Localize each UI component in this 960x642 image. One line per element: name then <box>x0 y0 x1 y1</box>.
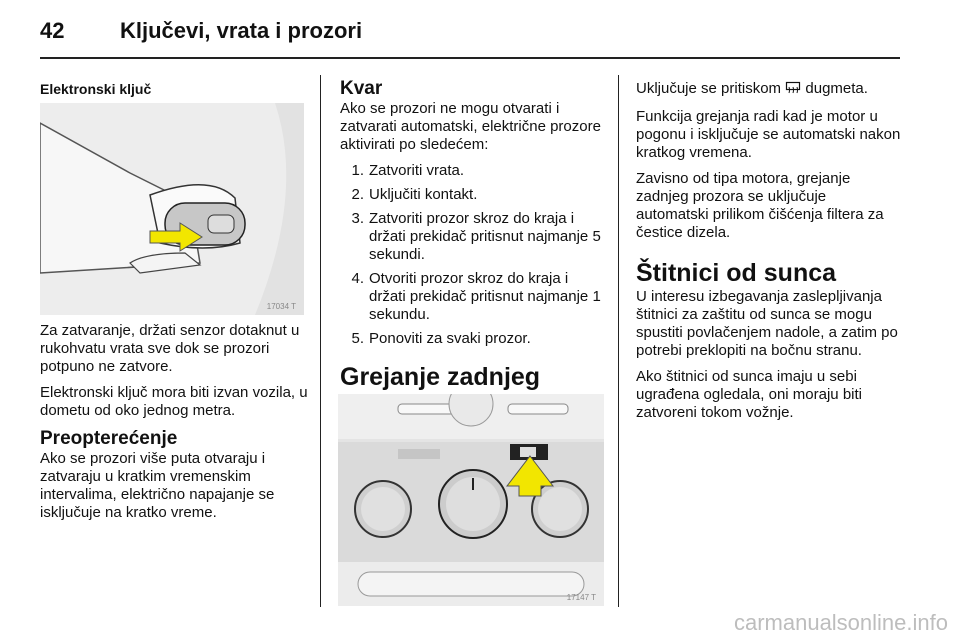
list-item: 4. Otvoriti prozor skroz do kraja i držati prekidač pritisnut najmanje 1 sekundu. <box>351 270 601 323</box>
steps-list <box>340 162 605 348</box>
paragraph: Ako se prozori više puta otvaraju i zatvaraju u kratkim vremenskim intervalima, električno napajanje se isključuje na kratko vreme. <box>40 450 275 521</box>
subheading-overload: Preopterećenje <box>40 428 178 449</box>
column-divider-1 <box>320 75 321 607</box>
paragraph: Za zatvaranje, držati senzor dotaknut u rukohvatu vrata sve dok se prozori potpuno ne zatvore. <box>40 322 300 375</box>
section-heading-rear-window-heating: Grejanje zadnjeg <box>340 363 541 391</box>
column-divider-2 <box>618 75 619 607</box>
figure-code: 17034 T <box>266 302 296 311</box>
list-item: 2. Uključiti kontakt. <box>351 186 478 203</box>
rear-window-heating-icon <box>785 81 801 100</box>
figure-door-handle <box>40 103 304 315</box>
paragraph: U interesu izbegavanja zaslepljivanja štitnici za zaštitu od sunca se mogu spustiti povlačenjem nadole, a zatim po potrebi preklopiti na bočnu stranu. <box>636 288 898 359</box>
paragraph: Elektronski ključ mora biti izvan vozila, u dometu od oko jednog metra. <box>40 384 308 419</box>
section-heading-electronic-key: Elektronski ključ <box>40 81 152 97</box>
column-3 <box>636 80 902 430</box>
page-title: Ključevi, vrata i prozori <box>120 18 363 43</box>
paragraph: Uključuje se pritiskom dugmeta. <box>636 80 902 100</box>
paragraph: Funkcija grejanja radi kad je motor u pogonu i isključuje se automatski nakon kratkog vremena. <box>636 108 901 161</box>
climate-control-illustration <box>338 394 604 606</box>
page-number: 42 <box>40 18 65 43</box>
list-item: 3. Zatvoriti prozor skroz do kraja i držati prekidač pritisnut najmanje 5 sekundi. <box>351 210 601 263</box>
watermark: carmanualsonline.info <box>733 610 948 635</box>
column-1-body <box>40 322 308 530</box>
header-rule <box>40 57 900 59</box>
column-2 <box>340 78 605 422</box>
list-item: 1. Zatvoriti vrata. <box>351 162 465 179</box>
paragraph: Zavisno od tipa motora, grejanje zadnjeg prozora se uključuje automatski prilikom čišćenja filtera za čestice dizela. <box>636 170 884 241</box>
column-1 <box>40 80 308 98</box>
figure-climate-panel <box>338 394 604 606</box>
list-item: 5. Ponoviti za svaki prozor. <box>351 330 531 347</box>
subheading-malfunction: Kvar <box>340 78 383 99</box>
figure-code: 17147 T <box>566 593 596 602</box>
door-handle-illustration <box>40 103 304 315</box>
paragraph: Ako se prozori ne mogu otvarati i zatvarati automatski, električne prozore aktivirati po sledećem: <box>340 100 601 153</box>
paragraph: Ako štitnici od sunca imaju u sebi ugrađena ogledala, oni moraju biti zatvoreni tokom vožnje. <box>636 368 862 421</box>
section-heading-sun-visors: Štitnici od sunca <box>636 259 837 287</box>
